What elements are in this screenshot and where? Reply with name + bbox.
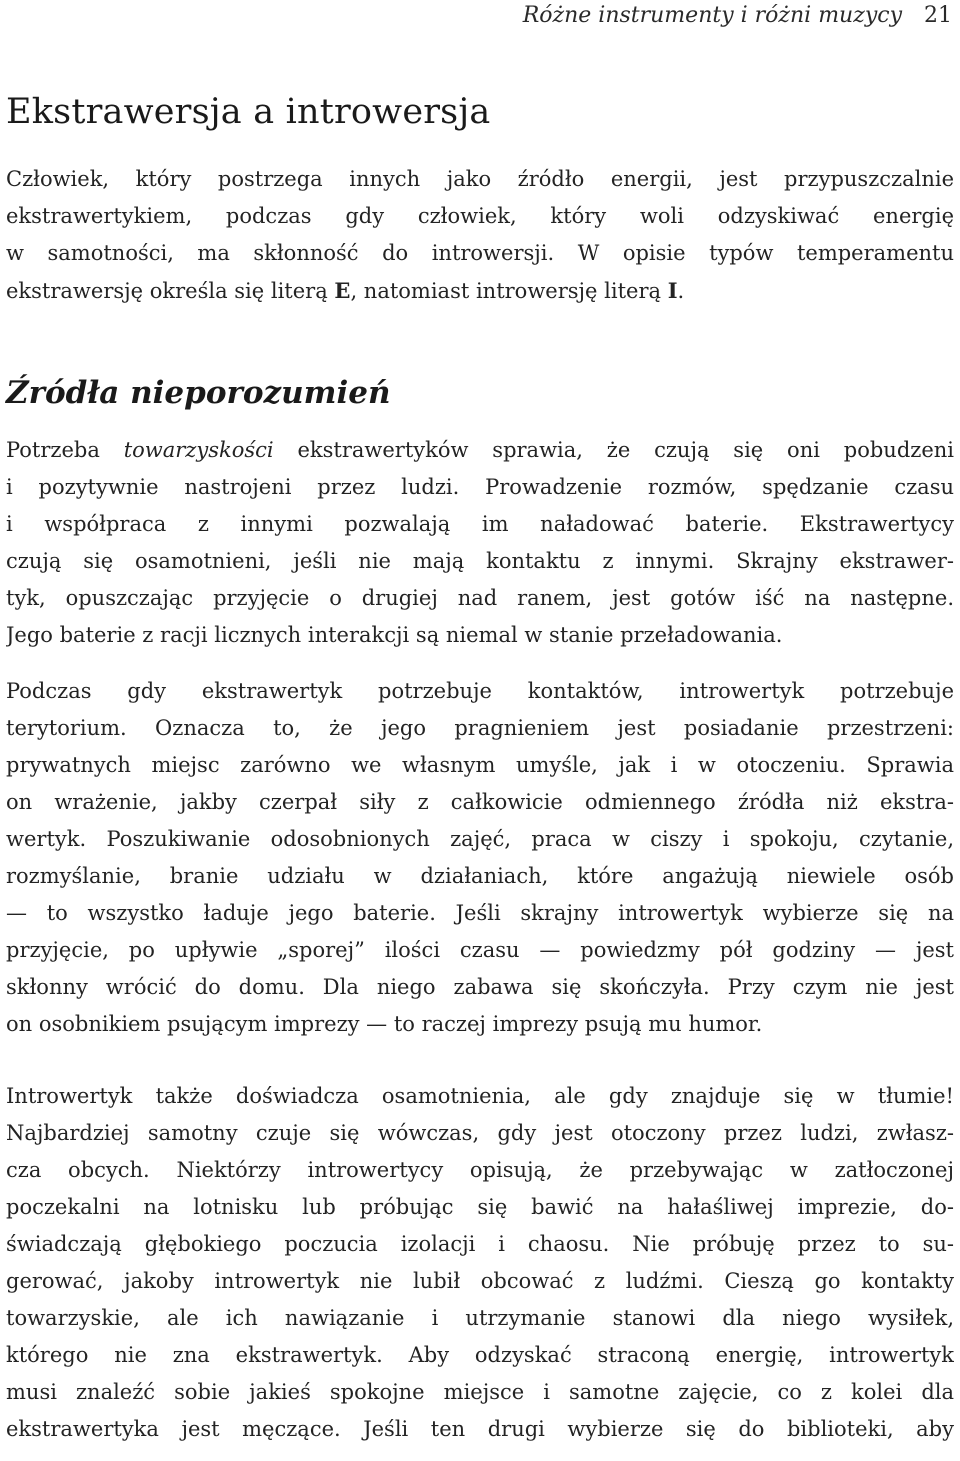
text-line: i pozytywnie nastrojeni przez ludzi. Prowadzenie rozmów, spędzanie czasu xyxy=(6,475,954,499)
text-line: świadczają głębokiego poczucia izolacji i chaosu. Nie próbuję przez to su- xyxy=(6,1232,954,1256)
text-line: poczekalni na lotnisku lub próbując się bawić na hałaśliwej imprezie, do- xyxy=(6,1195,954,1219)
text-line: rozmyślanie, branie udziału w działaniach, które angażują niewiele osób xyxy=(6,864,954,888)
text-line: prywatnych miejsc zarówno we własnym umyśle, jak i w otoczeniu. Sprawia xyxy=(6,753,954,777)
text-line: przyjęcie, po upływie „sporej” ilości czasu — powiedzmy pół godziny — jest xyxy=(6,938,954,962)
text-line: on osobnikiem psującym imprezy — to raczej imprezy psują mu humor. xyxy=(6,1012,763,1036)
text-line: którego nie zna ekstrawertyk. Aby odzyskać straconą energię, introwertyk xyxy=(6,1343,954,1367)
paragraph-extraverts xyxy=(6,432,954,654)
paragraph-introvert-isolation xyxy=(6,1078,954,1448)
text-line: tyk, opuszczając przyjęcie o drugiej nad ranem, jest gotów iść na następne. xyxy=(6,586,954,610)
letter-i: I xyxy=(667,278,678,303)
text-line: on wrażenie, jakby czerpał siły z całkowicie odmiennego źródła niż ekstra- xyxy=(6,790,954,814)
emphasis-sociability: towarzyskości xyxy=(123,438,274,462)
paragraph-introverts xyxy=(6,673,954,1043)
text-line: terytorium. Oznacza to, że jego pragnieniem jest posiadanie przestrzeni: xyxy=(6,716,954,740)
text-line: Człowiek, który postrzega innych jako źródło energii, jest przypuszczalnie xyxy=(6,167,954,191)
text-line: ekstrawersję określa się literą E, natomiast introwersję literą I. xyxy=(6,278,685,303)
text-line: ekstrawertyka jest męczące. Jeśli ten drugi wybierze się do biblioteki, aby xyxy=(6,1417,954,1441)
page-number: 21 xyxy=(924,3,952,28)
section-title: Ekstrawersja a introwersja xyxy=(6,92,491,132)
text-line: ekstrawertykiem, podczas gdy człowiek, który woli odzyskiwać energię xyxy=(6,204,954,228)
text-line: i współpraca z innymi pozwalają im naładować baterie. Ekstrawertycy xyxy=(6,512,954,536)
letter-e: E xyxy=(334,278,351,303)
running-head-title: Różne instrumenty i różni muzycy xyxy=(522,3,902,28)
text-line: cza obcych. Niektórzy introwertycy opisują, że przebywając w zatłoczonej xyxy=(6,1158,954,1182)
text-line: — to wszystko ładuje jego baterie. Jeśli skrajny introwertyk wybierze się na xyxy=(6,901,954,925)
text-line: Podczas gdy ekstrawertyk potrzebuje kontaktów, introwertyk potrzebuje xyxy=(6,679,954,703)
text-line: gerować, jakoby introwertyk nie lubił obcować z ludźmi. Cieszą go kontakty xyxy=(6,1269,954,1293)
paragraph-introduction xyxy=(6,161,954,309)
text-line: Jego baterie z racji licznych interakcji są niemal w stanie przeładowania. xyxy=(6,623,783,647)
text-line: w samotności, ma skłonność do introwersji. W opisie typów temperamentu xyxy=(6,241,954,265)
text-line: Introwertyk także doświadcza osamotnienia, ale gdy znajduje się w tłumie! xyxy=(6,1084,954,1108)
text-line: Najbardziej samotny czuje się wówczas, gdy jest otoczony przez ludzi, zwłasz- xyxy=(6,1121,954,1145)
text-line: Potrzeba towarzyskości ekstrawertyków sprawia, że czują się oni pobudzeni xyxy=(6,438,954,462)
text-line: towarzyskie, ale ich nawiązanie i utrzymanie stanowi dla niego wysiłek, xyxy=(6,1306,954,1330)
text-line: czują się osamotnieni, jeśli nie mają kontaktu z innymi. Skrajny ekstrawer- xyxy=(6,549,954,573)
subsection-title: Źródła nieporozumień xyxy=(6,375,391,411)
text-line: musi znaleźć sobie jakieś spokojne miejsce i samotne zajęcie, co z kolei dla xyxy=(6,1380,954,1404)
text-line: wertyk. Poszukiwanie odosobnionych zajęć, praca w ciszy i spokoju, czytanie, xyxy=(6,827,954,851)
text-line: skłonny wrócić do domu. Dla niego zabawa się skończyła. Przy czym nie jest xyxy=(6,975,954,999)
running-head xyxy=(523,0,952,32)
